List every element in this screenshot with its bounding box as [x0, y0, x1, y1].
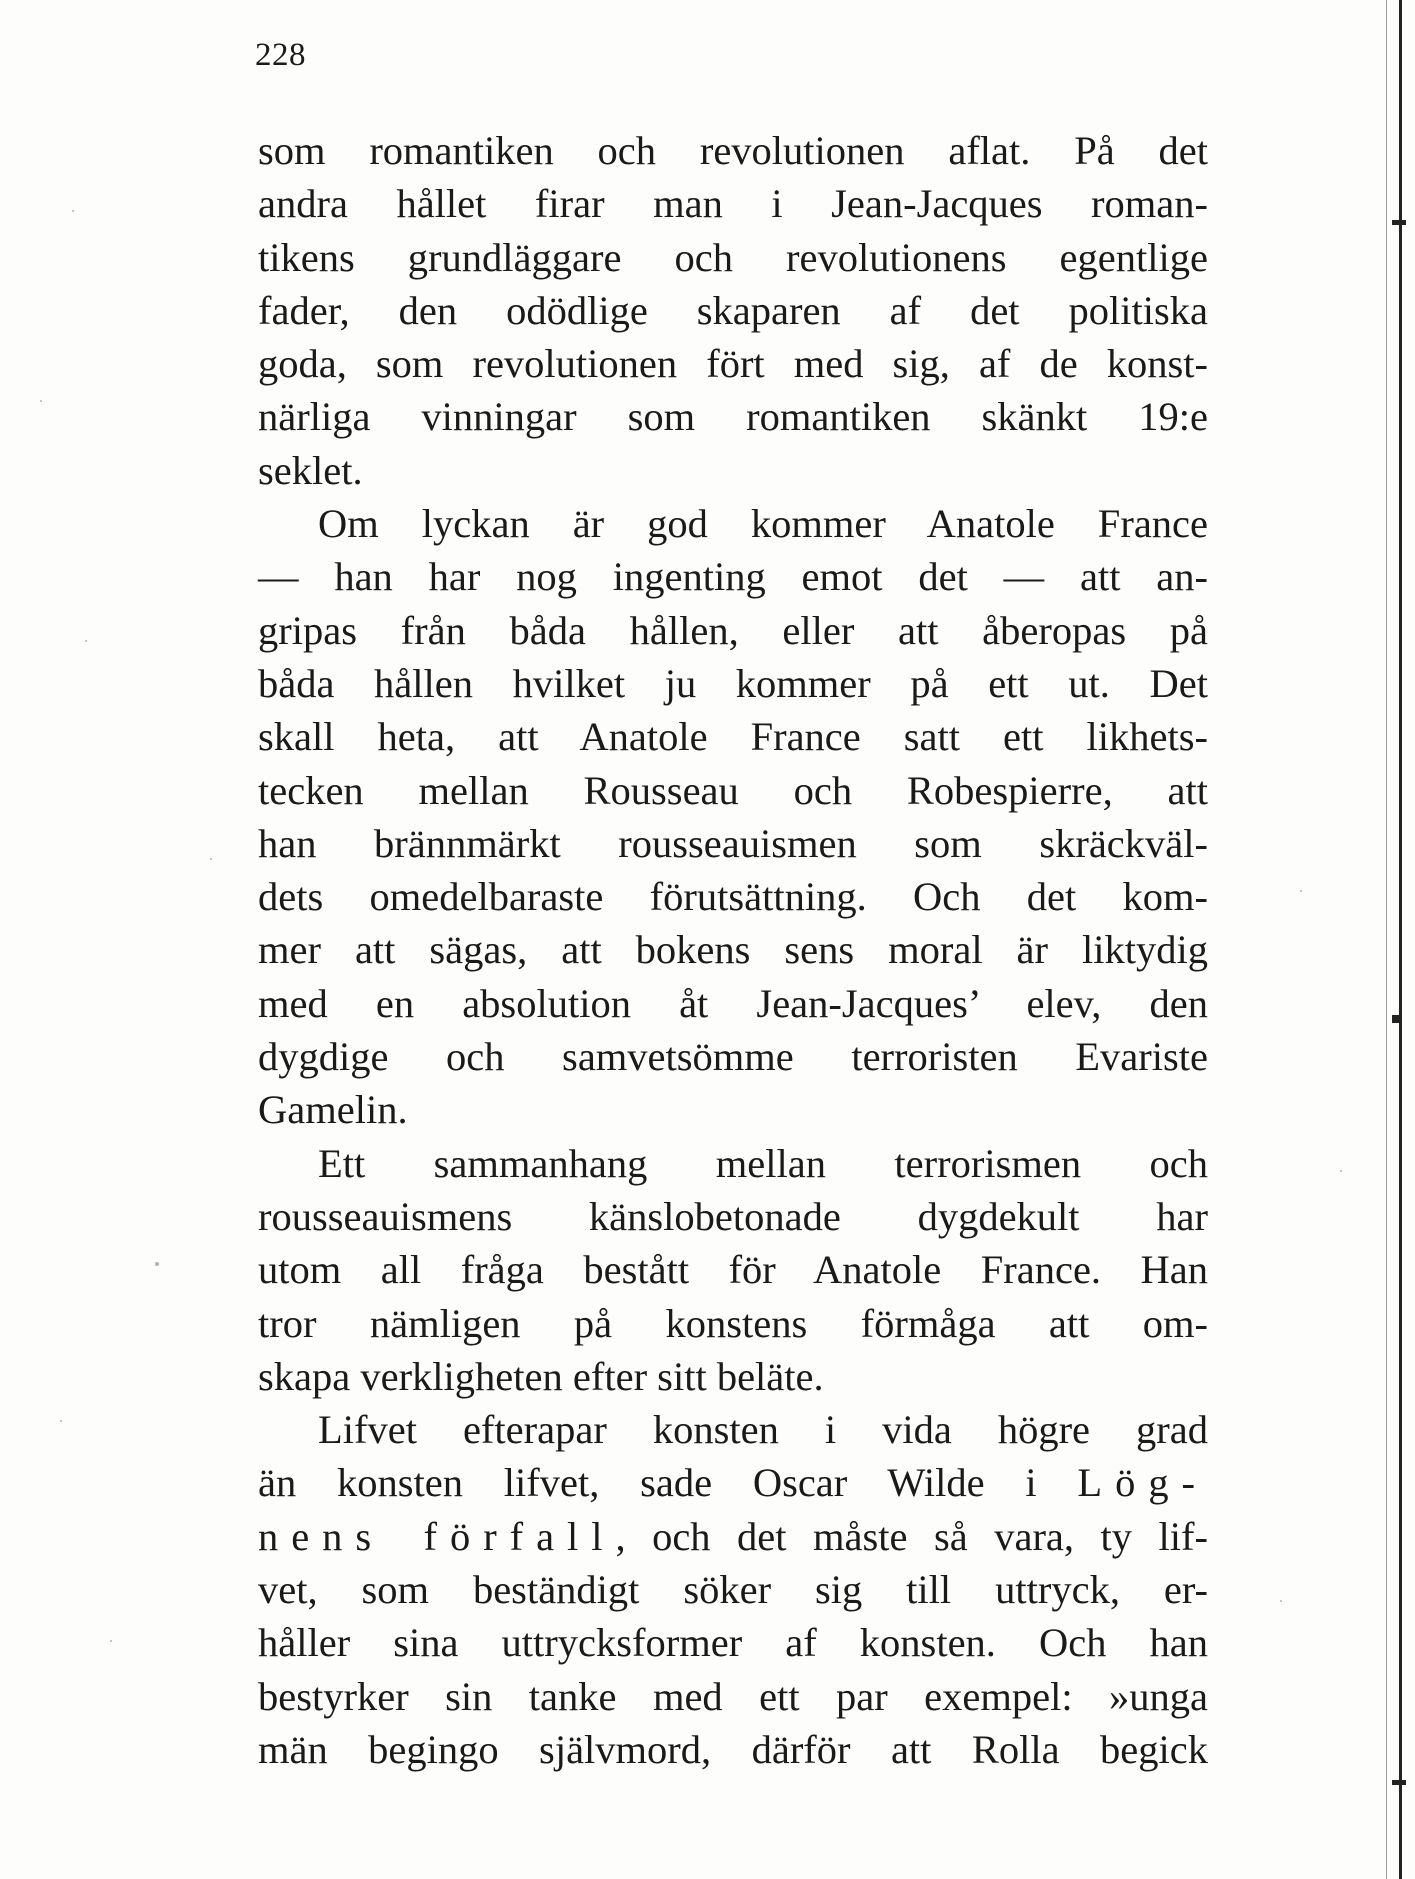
text-line: han brännmärkt rousseauismen som skräckväl- — [258, 820, 1208, 866]
text-line: män begingo självmord, därför att Rolla begick — [258, 1726, 1208, 1772]
spaced-title-text: Lög- — [1077, 1460, 1208, 1506]
text-line: skall heta, att Anatole France satt ett likhets- — [258, 714, 1208, 760]
text-line: dets omedelbaraste förutsättning. Och det kom- — [258, 874, 1208, 920]
text-line: vet, som beständigt söker sig till uttryck, er- — [258, 1567, 1208, 1613]
paragraph-end-line: Gamelin. — [258, 1087, 408, 1133]
text-line: utom all fråga bestått för Anatole France. Han — [258, 1247, 1208, 1293]
text-line: närliga vinningar som romantiken skänkt 19:e — [258, 394, 1208, 440]
scan-edge-mark — [1392, 1015, 1402, 1023]
paragraph-end-line: seklet. — [258, 447, 363, 493]
text-line: goda, som revolutionen fört med sig, af de konst- — [258, 341, 1208, 387]
scan-edge-line — [1399, 0, 1402, 1879]
text-line: båda hållen hvilket ju kommer på ett ut. Det — [258, 660, 1208, 706]
scan-dust — [1340, 1170, 1342, 1172]
page-number: 228 — [255, 37, 306, 73]
body-text — [258, 124, 1208, 1776]
text-line: rousseauismens känslobetonade dygdekult har — [258, 1193, 1208, 1239]
scan-dust — [1280, 1600, 1282, 1602]
text-line: håller sina uttrycksformer af konsten. Och han — [258, 1620, 1208, 1666]
scan-edge-thin-line — [1386, 0, 1387, 1879]
paragraph-start-line: Lifvet efterapar konsten i vida högre grad — [318, 1407, 1208, 1453]
text-line: tror nämligen på konstens förmåga att om- — [258, 1300, 1208, 1346]
text-line — [258, 1456, 1208, 1509]
text-line: gripas från båda hållen, eller att åberopas på — [258, 607, 1208, 653]
scan-dust — [40, 400, 42, 402]
text-line: andra hållet firar man i Jean-Jacques roman- — [258, 181, 1208, 227]
text-line: dygdige och samvetsömme terroristen Evariste — [258, 1034, 1208, 1080]
text-line: fader, den odödlige skaparen af det politiska — [258, 287, 1208, 333]
paragraph-start-line: Om lyckan är god kommer Anatole France — [318, 501, 1208, 547]
scan-dust — [110, 1640, 112, 1642]
scan-edge-mark — [1392, 1780, 1406, 1785]
text-line: som romantiken och revolutionen aflat. På det — [258, 128, 1208, 173]
scan-dust — [85, 640, 87, 642]
text-line: bestyrker sin tanke med ett par exempel: »unga — [258, 1673, 1208, 1719]
scan-dust — [60, 1420, 62, 1422]
text-line: tikens grundläggare och revolutionens egentlige — [258, 234, 1208, 280]
scan-edge-mark — [1392, 220, 1406, 225]
scan-dust — [210, 858, 212, 860]
spaced-title-text: nens förfall — [258, 1513, 616, 1559]
text-line — [258, 1510, 1208, 1563]
paragraph-start-line: Ett sammanhang mellan terrorismen och — [318, 1140, 1208, 1186]
scan-dust — [1300, 890, 1302, 892]
scan-dust — [72, 210, 74, 212]
scan-dust — [155, 1262, 159, 1266]
paragraph-end-line: skapa verkligheten efter sitt beläte. — [258, 1353, 824, 1399]
line-text: än konsten lifvet, sade Oscar Wilde i — [258, 1460, 1078, 1506]
text-line: med en absolution åt Jean-Jacques’ elev, den — [258, 980, 1208, 1026]
text-line: mer att sägas, att bokens sens moral är liktydig — [258, 927, 1208, 973]
text-line: — han har nog ingenting emot det — att an- — [258, 554, 1208, 600]
line-text: , och det måste så vara, ty lif- — [615, 1513, 1209, 1559]
text-line: tecken mellan Rousseau och Robespierre, att — [258, 767, 1208, 813]
